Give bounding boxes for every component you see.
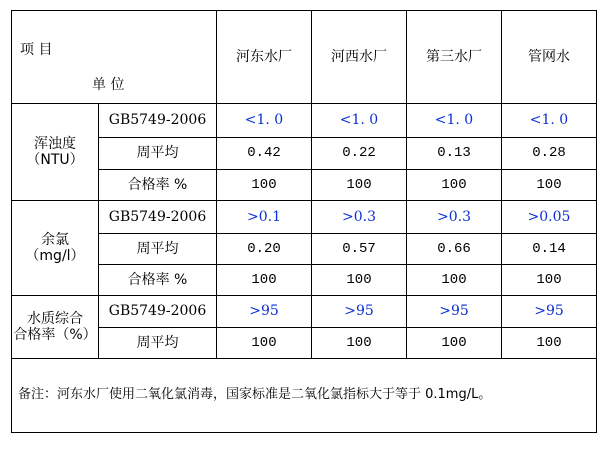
column-header-hedong: 河东水厂 [217,11,312,104]
table-row [12,234,597,265]
group-name: 浑浊度 [34,135,76,152]
standard-value: >0.3 [407,201,502,234]
standard-value: >0.1 [217,201,312,234]
header-corner-cell [12,11,217,104]
row-label-pass-rate: 合格率 % [99,170,217,201]
cell-value: 0.66 [407,234,502,265]
cell-value: 100 [312,170,407,201]
cell-value: 0.20 [217,234,312,265]
cell-value: 0.42 [217,138,312,170]
table-row [12,201,597,234]
standard-value: >0.05 [502,201,597,234]
column-header-pipe-network: 管网水 [502,11,597,104]
group-label-turbidity [12,104,99,201]
cell-value: 0.28 [502,138,597,170]
row-label-standard: GB5749-2006 [99,201,217,234]
standard-value: >95 [502,296,597,328]
column-header-hexi: 河西水厂 [312,11,407,104]
row-label-weekly-average: 周平均 [99,328,217,359]
cell-value: 0.22 [312,138,407,170]
cell-value: 100 [217,328,312,359]
table-row [12,296,597,328]
row-label-standard: GB5749-2006 [99,296,217,328]
group-label-residual-chlorine [12,201,99,296]
cell-value: 100 [312,265,407,296]
cell-value: 100 [502,328,597,359]
row-label-standard: GB5749-2006 [99,104,217,138]
cell-value: 0.57 [312,234,407,265]
row-label-weekly-average: 周平均 [99,234,217,265]
group-label-overall-quality [12,296,99,359]
group-unit: （NTU） [26,152,84,168]
cell-value: 100 [502,265,597,296]
table-row [12,138,597,170]
row-label-weekly-average: 周平均 [99,138,217,170]
table-row [12,104,597,138]
item-label: 项 目 [20,42,53,58]
cell-value: 100 [217,170,312,201]
cell-value: 100 [407,265,502,296]
cell-value: 100 [217,265,312,296]
standard-value: >95 [217,296,312,328]
group-name: 水质综合 [27,310,83,327]
standard-value: >95 [407,296,502,328]
group-unit: （mg/l） [25,248,85,264]
table-row [12,328,597,359]
note-text: 备注：河东水厂使用二氧化氯消毒，国家标准是二氧化氯指标大于等于 0.1mg/L。 [12,359,597,433]
header-row [12,11,597,104]
standard-value: <1. 0 [502,104,597,138]
table-row [12,265,597,296]
standard-value: <1. 0 [312,104,407,138]
group-name: 余氯 [41,231,69,248]
note-row [12,359,597,433]
cell-value: 100 [407,170,502,201]
cell-value: 100 [502,170,597,201]
cell-value: 0.13 [407,138,502,170]
cell-value: 100 [312,328,407,359]
row-label-pass-rate: 合格率 % [99,265,217,296]
standard-value: >0.3 [312,201,407,234]
standard-value: <1. 0 [217,104,312,138]
unit-label: 单 位 [92,77,125,93]
standard-value: <1. 0 [407,104,502,138]
group-unit: 合格率（%） [13,327,97,343]
table-row [12,170,597,201]
column-header-third-plant: 第三水厂 [407,11,502,104]
cell-value: 0.14 [502,234,597,265]
water-quality-table [11,10,597,433]
cell-value: 100 [407,328,502,359]
standard-value: >95 [312,296,407,328]
